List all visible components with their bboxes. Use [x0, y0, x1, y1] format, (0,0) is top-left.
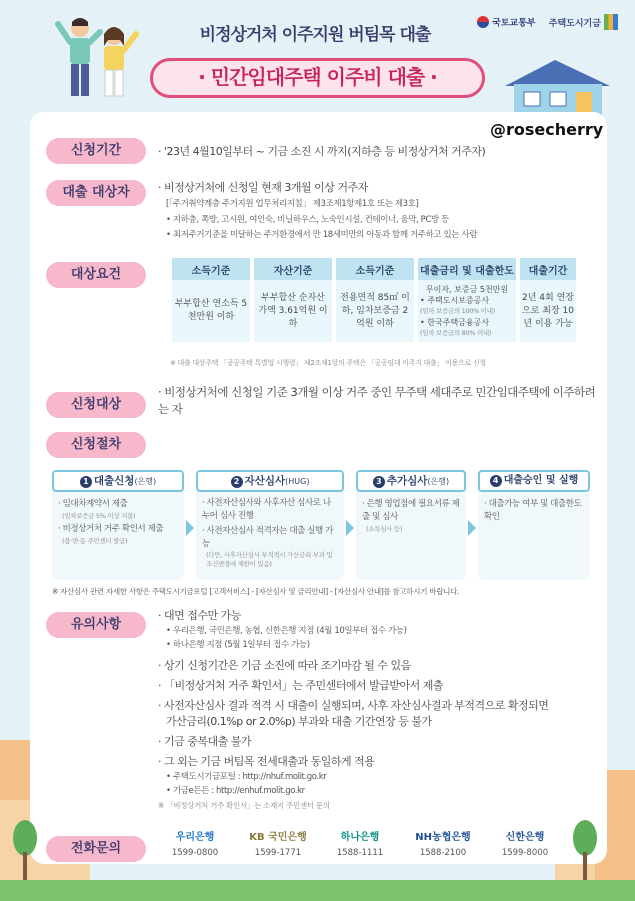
step-2-number: 2 [231, 476, 243, 488]
ministry-logo-icon [477, 16, 489, 28]
hf-logo-text: 주택도시기금 [548, 18, 601, 29]
hf-logo-icon [604, 14, 618, 30]
step-2-header [196, 470, 344, 492]
req-cell-rate [418, 280, 516, 342]
req-rate-hf-note: (임차 보증금의 80% 이내) [420, 328, 492, 337]
step-2-title: 자산심사 [244, 475, 286, 487]
bank-hana-name: 하나은행 [340, 832, 380, 843]
tree-icon [10, 818, 40, 880]
ground [0, 880, 635, 901]
step-1-header [52, 470, 184, 492]
step-4-b1: · 대출가능 여부 및 대출한도 확인 [484, 499, 582, 522]
step-1 [52, 470, 184, 580]
step-arrow-icon [346, 520, 354, 536]
req-rate-hug-note: (임차 보증금의 100% 이내) [420, 306, 495, 315]
notice-item: 가산금리(0.1%p or 2.0%p) 부과와 대출 기간연장 등 불가 [166, 715, 432, 728]
ministry-logo-text: 국토교통부 [492, 18, 536, 29]
step-4-title: 대출승인 및 실행 [503, 475, 579, 486]
step-3 [356, 470, 466, 580]
step-3-title: 추가심사 [386, 475, 428, 487]
step-2 [196, 470, 344, 580]
req-header-period: 대출기간 [520, 258, 576, 280]
house-illustration [500, 58, 615, 118]
notice-item: • 주택도시기금포털 : http://nhuf.molit.go.kr [166, 772, 327, 782]
bank-woori-name: 우리은행 [175, 832, 215, 843]
step-2-n2: (다만, 사후자산심사 부적격시 가산금리 부과 및 조건변경에 제한이 있음) [206, 551, 333, 568]
notice-item: · 「비정상거처 거주 확인서」는 주민센터에서 발급받아서 제출 [158, 679, 443, 692]
bank-shinhan [485, 828, 565, 858]
applicant-label: 신청대상 [46, 392, 146, 418]
procedure-note: ※ 자산심사 관련 자세한 사항은 주택도시기금포털 [고객서비스] - [자산심사 및 금리안내] - [자산심사 안내]를 참고하시기 바랍니다. [52, 587, 460, 596]
bank-nh-name: NH농협은행 [415, 832, 471, 843]
main-title: 비정상거처 이주지원 버팀목 대출 [199, 25, 431, 45]
step-4-header [478, 470, 590, 492]
step-1-number: 1 [80, 476, 92, 488]
people-illustration [50, 10, 140, 105]
bank-hana [320, 828, 400, 858]
req-header-asset: 자산기준 [254, 258, 332, 280]
notice-item: · 상기 신청기간은 기금 소진에 따라 조기마감 될 수 있음 [158, 659, 411, 672]
bank-woori-tel: 1599-0800 [171, 848, 219, 858]
bank-kb-name: KB 국민은행 [249, 832, 307, 843]
notice-label: 유의사항 [46, 612, 146, 638]
period-text: · '23년 4월10일부터 ~ 기금 소진 시 까지(지하층 등 비정상거처 거주자) [158, 145, 486, 158]
notice-item: · 사전자산심사 결과 적격 시 대출이 실행되며, 사후 자산심사결과 부적격으로 확정되면 [158, 699, 549, 712]
logo-group [477, 14, 618, 30]
req-rate-hf: • 한국주택금융공사 [420, 317, 490, 327]
step-3-b1: · 은행 영업점에 필요서류 제출 및 심사 [362, 499, 460, 522]
bank-kb-tel: 1599-1771 [254, 848, 302, 858]
notice-item: ※ 「비정상거처 거주 확인서」는 소재지 주민센터 문의 [158, 801, 330, 810]
step-2-b2: · 사전자산심사 적격자는 대출 실행 가능 [202, 526, 333, 549]
step-1-b1: · 임대차계약서 제출 [58, 499, 128, 509]
bank-woori [155, 828, 235, 858]
notice-item: · 그 외는 기금 버팀목 전세대출과 동일하게 적용 [158, 755, 375, 768]
target-line3: • 지하층, 쪽방, 고시원, 여인숙, 비닐하우스, 노숙인시설, 컨테이너, 움막, PC방 등 [166, 215, 449, 225]
bank-shinhan-tel: 1599-8000 [501, 848, 549, 858]
req-header-income2: 소득기준 [336, 258, 414, 280]
bank-shinhan-name: 신한은행 [505, 832, 545, 843]
requirements-label: 대상요건 [46, 262, 146, 288]
req-cell-period: 2년 4회 연장으로 최장 10년 이용 가능 [520, 280, 576, 342]
req-rate-hug: • 주택도시보증공사 [420, 295, 490, 305]
bank-hana-tel: 1588-1111 [336, 848, 384, 858]
step-1-title: 대출신청 [93, 475, 135, 487]
step-1-n2: (읍·면·동 주민센터 발급) [62, 537, 128, 545]
target-line2: [「주거취약계층 주거지원 업무처리지침」 제3조제1항제1호 또는 제3호] [166, 199, 419, 209]
step-4-number: 4 [490, 475, 502, 487]
req-header-rate: 대출금리 및 대출한도 [418, 258, 516, 280]
requirements-table [168, 258, 580, 342]
tree-icon [570, 818, 600, 880]
step-1-n1: (임차보증금 5% 이상 지불) [62, 512, 136, 520]
notice-item: • 기금e든든 : http://enhuf.molit.go.kr [166, 786, 305, 796]
target-line4: • 최저주거기준을 미달하는 주거환경에서 만 18세미만의 아동과 함께 거주하고 있는 사람 [166, 230, 478, 240]
step-3-n1: (소득심사 등) [366, 525, 403, 533]
bank-nh-tel: 1588-2100 [419, 848, 467, 858]
req-cell-income: 부부합산 연소득 5천만원 이하 [172, 280, 250, 342]
step-4 [478, 470, 590, 580]
procedure-label: 신청절차 [46, 432, 146, 458]
step-3-header [356, 470, 466, 492]
notice-item: • 우리은행, 국민은행, 농협, 신한은행 지점 (4월 10일부터 접수 가능) [166, 626, 407, 636]
step-1-sub: (은행) [134, 477, 157, 486]
target-label: 대출 대상자 [46, 180, 146, 206]
notice-list [158, 608, 598, 811]
watermark: @rosecherry [490, 120, 604, 139]
req-rate-main: 무이자, 보증금 5천만원 [425, 284, 509, 294]
bank-nh [403, 828, 483, 858]
notice-item: • 하나은행 지점 (5월 1일부터 접수 가능) [166, 640, 310, 650]
notice-item: · 기금 중복대출 불가 [158, 735, 251, 748]
target-line1: · 비정상거처에 신청일 현재 3개월 이상 거주자 [158, 181, 368, 194]
contact-label: 전화문의 [46, 836, 146, 862]
step-3-number: 3 [373, 476, 385, 488]
req-cell-area: 전용면적 85㎡ 이하, 임차보증금 2억원 이하 [336, 280, 414, 342]
step-arrow-icon [186, 520, 194, 536]
step-2-sub: (HUG) [285, 477, 310, 486]
step-arrow-icon [468, 520, 476, 536]
req-header-income: 소득기준 [172, 258, 250, 280]
applicant-text: · 비정상거처에 신청일 기준 3개월 이상 거주 중인 무주택 세대주로 민간임대주택에 이주하려는 자 [158, 385, 596, 416]
step-1-b2: · 비정상거처 거주 확인서 제출 [58, 524, 164, 534]
req-cell-asset: 부부합산 순자산 가액 3.61억원 이하 [254, 280, 332, 342]
main-subtitle: · 민간임대주택 이주비 대출 · [150, 58, 485, 98]
step-3-sub: (은행) [427, 477, 450, 486]
period-label: 신청기간 [46, 138, 146, 164]
notice-item: · 대면 접수만 가능 [158, 609, 241, 622]
step-2-b1: · 사전자산심사와 사후자산 심사로 나누어 심사 진행 [202, 498, 331, 521]
bank-kb [238, 828, 318, 858]
requirements-note: ※ 대출 대상주택 「공공주택 특별법 시행령」 제2조제1항의 주택은 「공공임대 이주지 대출」 이용으로 신청 [170, 359, 486, 367]
